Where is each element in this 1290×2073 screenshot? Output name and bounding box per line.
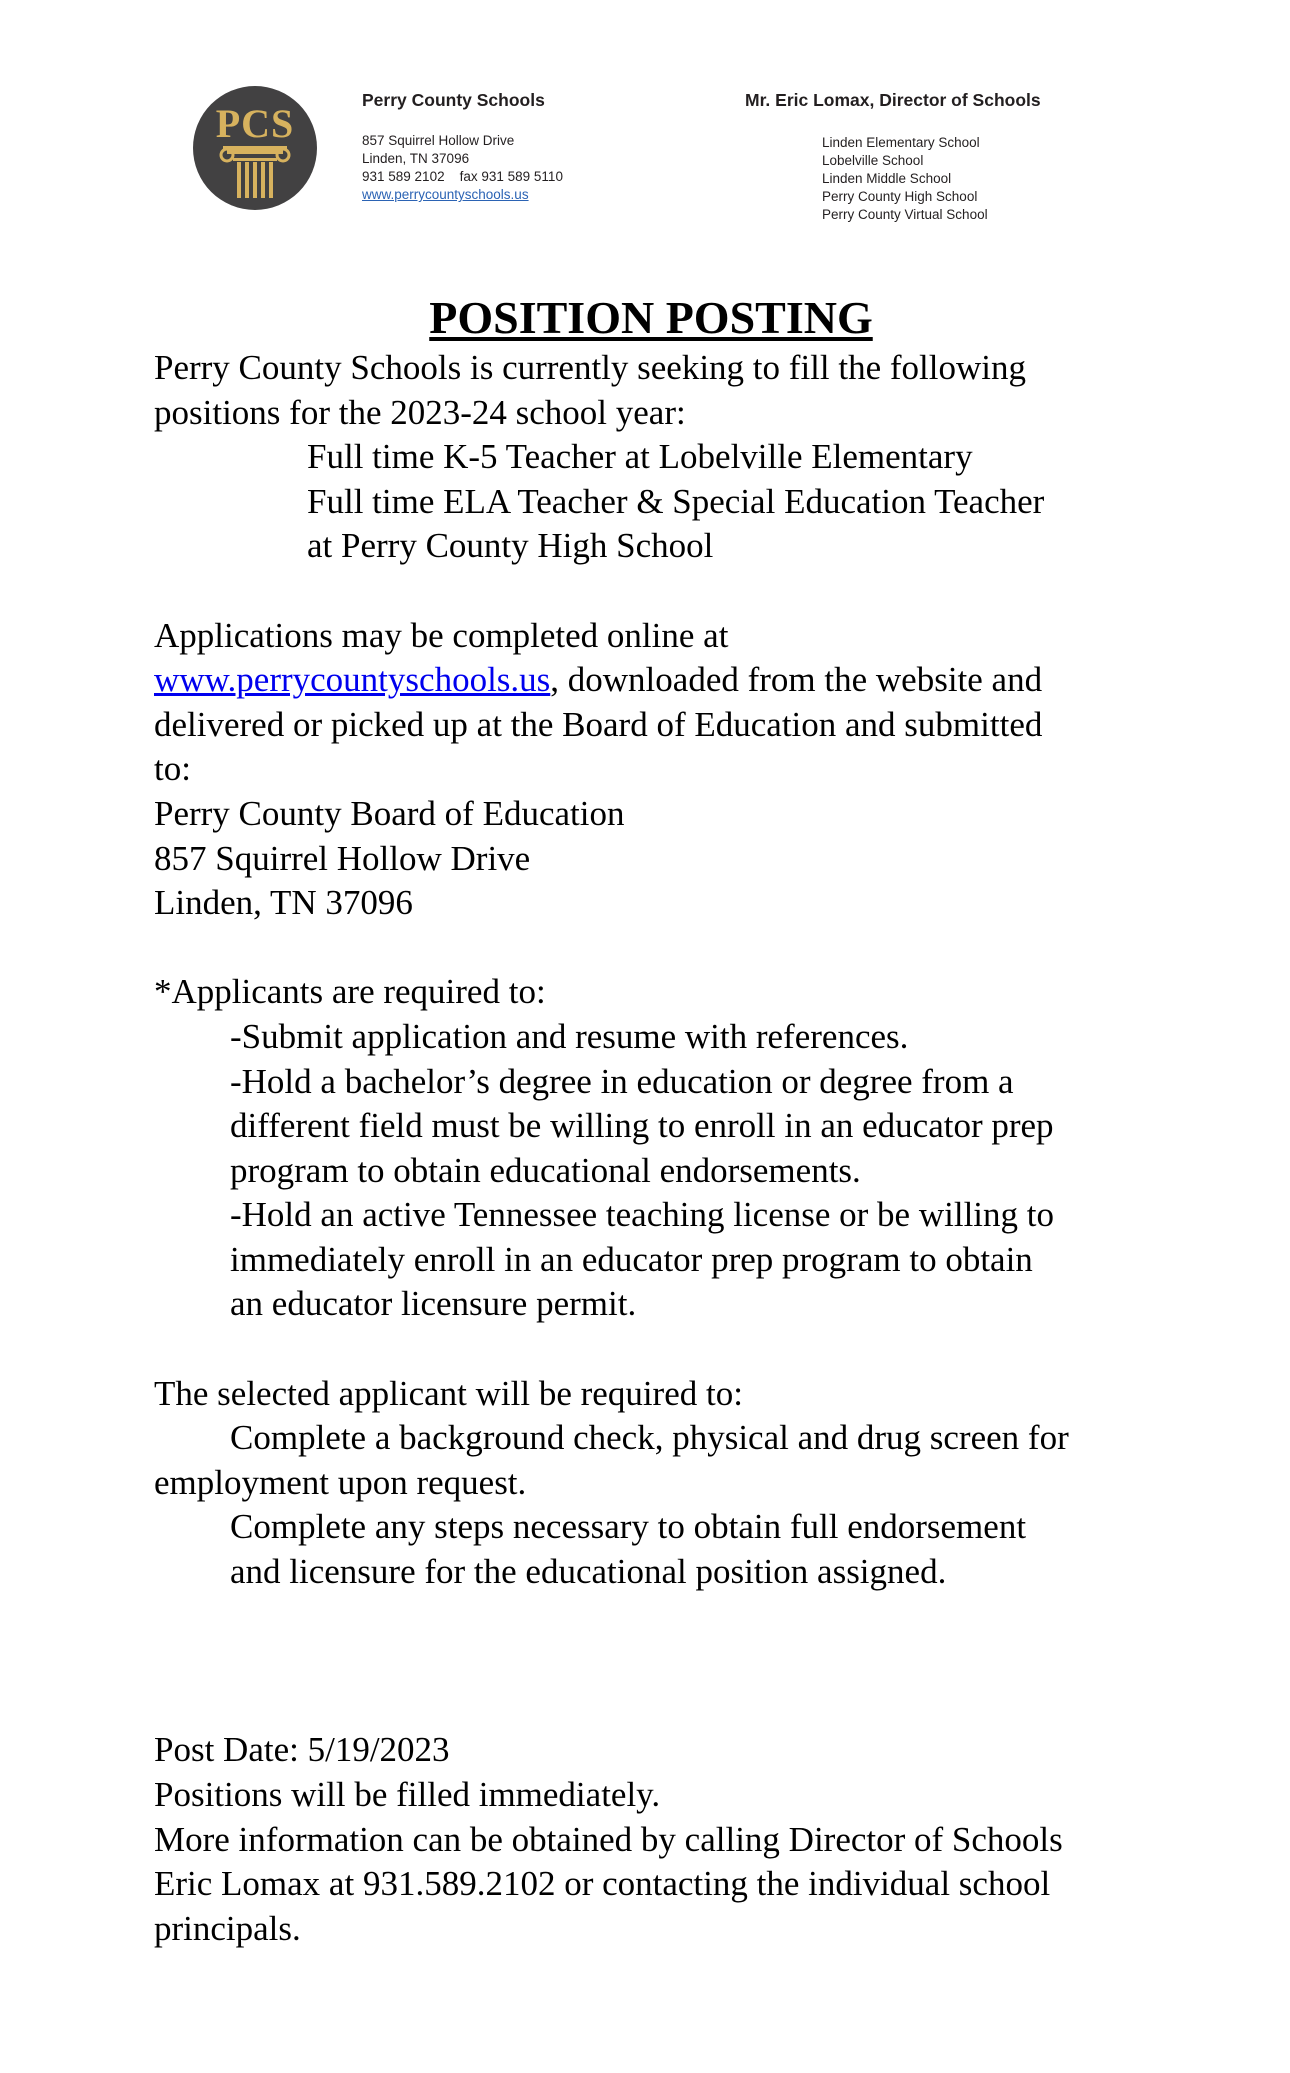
position-item: at Perry County High School bbox=[307, 526, 714, 566]
requirement-line: -Hold a bachelor’s degree in education or degree from a bbox=[230, 1061, 1014, 1101]
board-address-line: 857 Squirrel Hollow Drive bbox=[154, 838, 531, 878]
contact-line: More information can be obtained by calling Director of Schools bbox=[154, 1819, 1063, 1859]
page-title: POSITION POSTING bbox=[429, 292, 873, 343]
selected-line: and licensure for the educational position assigned. bbox=[230, 1552, 947, 1592]
apply-line: Applications may be completed online at bbox=[154, 615, 729, 655]
selected-heading: The selected applicant will be required to: bbox=[154, 1373, 743, 1413]
school-item: Linden Elementary School bbox=[822, 135, 980, 150]
pcs-logo bbox=[193, 86, 317, 210]
intro-line: Perry County Schools is currently seeking to fill the following bbox=[154, 348, 1026, 387]
logo-text: PCS bbox=[215, 101, 295, 146]
apply-line bbox=[154, 658, 1154, 703]
phone: 931 589 2102 bbox=[362, 169, 445, 184]
board-address-line: Perry County Board of Education bbox=[154, 793, 625, 833]
school-item: Perry County Virtual School bbox=[822, 207, 988, 222]
position-item: Full time ELA Teacher & Special Education Teacher bbox=[307, 481, 1045, 521]
apply-line: delivered or picked up at the Board of Education and submitted bbox=[154, 704, 1043, 744]
school-item: Linden Middle School bbox=[822, 171, 952, 186]
posting-body bbox=[154, 290, 1154, 1951]
column-icon bbox=[193, 86, 317, 210]
requirement-line: an educator licensure permit. bbox=[230, 1284, 637, 1324]
selected-line: Complete a background check, physical and drug screen for bbox=[230, 1418, 1069, 1458]
letterhead-right bbox=[745, 90, 1041, 111]
selected-line: Complete any steps necessary to obtain full endorsement bbox=[230, 1507, 1027, 1547]
org-name: Perry County Schools bbox=[362, 90, 545, 110]
address-line-1: 857 Squirrel Hollow Drive bbox=[362, 133, 515, 148]
website-link[interactable]: www.perrycountyschools.us bbox=[362, 187, 529, 202]
position-item: Full time K-5 Teacher at Lobelville Elementary bbox=[307, 437, 973, 477]
school-item: Perry County High School bbox=[822, 189, 978, 204]
apply-line: to: bbox=[154, 749, 191, 789]
filled-note: Positions will be filled immediately. bbox=[154, 1775, 661, 1814]
director-name: Mr. Eric Lomax, Director of Schools bbox=[745, 90, 1041, 110]
fax: fax 931 589 5110 bbox=[459, 169, 563, 184]
board-address-line: Linden, TN 37096 bbox=[154, 883, 413, 923]
intro-line: positions for the 2023-24 school year: bbox=[154, 392, 686, 432]
address-line-2: Linden, TN 37096 bbox=[362, 151, 470, 166]
website-link[interactable]: www.perrycountyschools.us bbox=[154, 660, 551, 700]
apply-line-rest: , downloaded from the website and bbox=[550, 660, 1043, 700]
school-item: Lobelville School bbox=[822, 153, 924, 168]
contact-line: Eric Lomax at 931.589.2102 or contacting the individual school bbox=[154, 1864, 1051, 1904]
requirement-line: -Hold an active Tennessee teaching license or be willing to bbox=[230, 1195, 1054, 1235]
school-list bbox=[822, 134, 988, 224]
requirements-heading: *Applicants are required to: bbox=[154, 972, 546, 1012]
selected-line: employment upon request. bbox=[154, 1462, 527, 1502]
post-date: Post Date: 5/19/2023 bbox=[154, 1730, 450, 1770]
requirement-line: different field must be willing to enroll in an educator prep bbox=[230, 1106, 1054, 1146]
requirement-line: -Submit application and resume with references. bbox=[230, 1016, 909, 1056]
requirement-line: immediately enroll in an educator prep program to obtain bbox=[230, 1239, 1033, 1279]
requirement-line: program to obtain educational endorsements. bbox=[230, 1150, 861, 1190]
letterhead-left bbox=[362, 90, 563, 204]
contact-line: principals. bbox=[154, 1908, 301, 1948]
phone-fax-line bbox=[362, 168, 563, 186]
